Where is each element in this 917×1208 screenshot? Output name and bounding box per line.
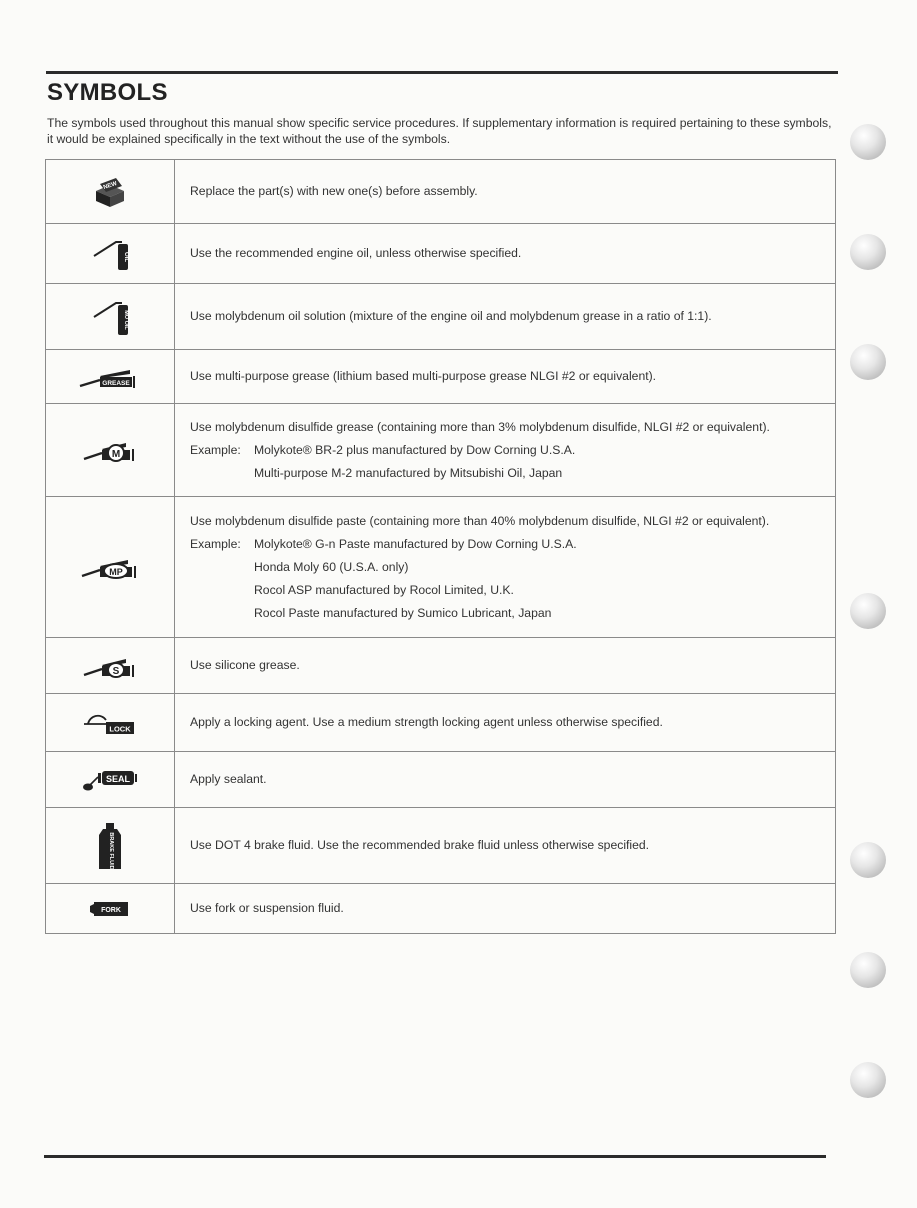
- svg-text:SEAL: SEAL: [105, 773, 131, 784]
- symbol-description: Use silicone grease.: [175, 638, 836, 694]
- icon-cell: [46, 497, 175, 638]
- table-row: [46, 404, 836, 497]
- example-item: Molykote® G-n Paste manufactured by Dow Corning U.S.A.: [254, 536, 577, 551]
- page-title: SYMBOLS: [47, 79, 168, 106]
- symbol-description: Use multi-purpose grease (lithium based multi-purpose grease NLGI #2 or equivalent).: [175, 350, 836, 404]
- svg-text:M: M: [111, 449, 121, 460]
- binder-hole: [850, 952, 886, 988]
- binder-hole: [850, 344, 886, 380]
- icon-cell: [46, 694, 175, 752]
- table-row: [46, 638, 836, 694]
- sealant-icon: [80, 765, 140, 795]
- symbol-description: Apply a locking agent. Use a medium strength locking agent unless otherwise specified.: [175, 694, 836, 752]
- svg-text:GREASE: GREASE: [102, 379, 130, 387]
- example-block: [190, 537, 821, 621]
- icon-cell: [46, 752, 175, 808]
- example-item: Honda Moly 60 (U.S.A. only): [254, 559, 409, 574]
- new-part-icon: [90, 175, 130, 209]
- symbol-description: Replace the part(s) with new one(s) before assembly.: [175, 160, 836, 224]
- example-item: Molykote® BR-2 plus manufactured by Dow Corning U.S.A.: [254, 442, 576, 457]
- table-row: [46, 884, 836, 934]
- brake-fluid-icon: [97, 821, 123, 871]
- svg-text:MP: MP: [109, 567, 123, 577]
- description-text: Use molybdenum disulfide grease (containing more than 3% molybdenum disulfide, NLGI #2 or equivalent).: [190, 419, 770, 434]
- top-rule: [46, 71, 838, 74]
- icon-cell: [46, 638, 175, 694]
- locking-agent-icon: [82, 708, 138, 738]
- svg-text:BRAKE FLUID: BRAKE FLUID: [108, 831, 114, 870]
- binder-hole: [850, 124, 886, 160]
- symbol-description: [175, 404, 836, 497]
- binder-hole: [850, 1062, 886, 1098]
- molybdenum-oil-icon: [88, 295, 132, 339]
- binder-hole: [850, 234, 886, 270]
- fork-fluid-icon: [88, 898, 132, 920]
- svg-text:MO OIL: MO OIL: [123, 309, 129, 330]
- symbol-description: [175, 497, 836, 638]
- icon-cell: [46, 884, 175, 934]
- symbol-description: Apply sealant.: [175, 752, 836, 808]
- svg-text:S: S: [112, 665, 120, 677]
- example-item: Rocol Paste manufactured by Sumico Lubricant, Japan: [254, 605, 552, 620]
- table-row: [46, 808, 836, 884]
- svg-text:NEW: NEW: [102, 180, 118, 191]
- example-label: Example:: [190, 536, 241, 551]
- svg-text:LOCK: LOCK: [109, 724, 131, 733]
- svg-text:OIL: OIL: [123, 251, 129, 262]
- icon-cell: [46, 284, 175, 350]
- symbols-table: [45, 159, 836, 934]
- icon-cell: [46, 160, 175, 224]
- binder-hole: [850, 593, 886, 629]
- bottom-rule: [44, 1155, 826, 1158]
- table-row: [46, 752, 836, 808]
- engine-oil-icon: [88, 234, 132, 274]
- table-row: [46, 350, 836, 404]
- table-row: [46, 224, 836, 284]
- icon-cell: [46, 224, 175, 284]
- icon-cell: [46, 808, 175, 884]
- grease-icon: [78, 364, 142, 390]
- silicone-grease-icon: [82, 653, 138, 679]
- table-row: [46, 160, 836, 224]
- table-row: [46, 694, 836, 752]
- example-item: Multi-purpose M-2 manufactured by Mitsubishi Oil, Japan: [254, 465, 563, 480]
- example-item: Rocol ASP manufactured by Rocol Limited, U.K.: [254, 582, 514, 597]
- icon-cell: [46, 350, 175, 404]
- binder-hole: [850, 842, 886, 878]
- molybdenum-paste-icon: [80, 554, 140, 580]
- intro-paragraph: The symbols used throughout this manual show specific service procedures. If supplementary information is required pertaining to these symbols, it would be explained specifically in the text without the use of the symbols.: [47, 116, 832, 146]
- description-text: Use molybdenum disulfide paste (containing more than 40% molybdenum disulfide, NLGI #2 or equivalent).: [190, 513, 770, 528]
- symbol-description: Use fork or suspension fluid.: [175, 884, 836, 934]
- symbol-description: Use molybdenum oil solution (mixture of the engine oil and molybdenum grease in a ratio of 1:1).: [175, 284, 836, 350]
- svg-text:FORK: FORK: [101, 906, 121, 914]
- icon-cell: [46, 404, 175, 497]
- symbol-description: Use the recommended engine oil, unless otherwise specified.: [175, 224, 836, 284]
- table-row: [46, 497, 836, 638]
- symbol-description: Use DOT 4 brake fluid. Use the recommended brake fluid unless otherwise specified.: [175, 808, 836, 884]
- example-label: Example:: [190, 442, 241, 457]
- table-row: [46, 284, 836, 350]
- example-block: [190, 443, 821, 481]
- molybdenum-grease-icon: [82, 437, 138, 463]
